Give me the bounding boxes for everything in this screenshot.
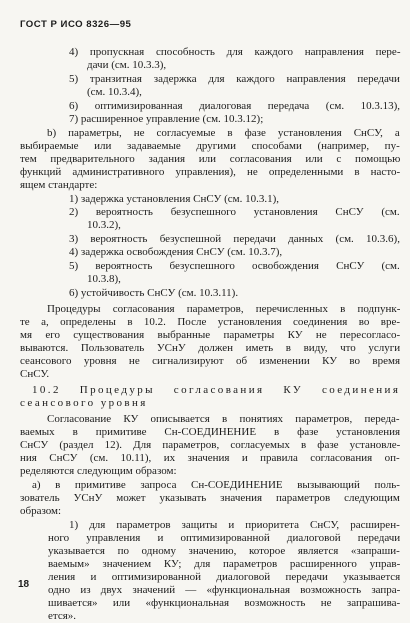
text-line: образом: (20, 505, 62, 517)
text-line: 4) пропускная способность для каждого направления пере- (69, 46, 401, 58)
text-line: ется». (48, 610, 77, 622)
text-line: 4) задержка освобождения СнСУ (см. 10.3.7), (69, 246, 283, 258)
text-line: 3) вероятность безуспешной передачи данных (см. 10.3.6), (69, 233, 400, 245)
page-number: 18 (18, 579, 30, 590)
text-line: Согласование КУ описывается в понятиях параметров, переда- (47, 413, 400, 425)
text-line: 1) для параметров защиты и приоритета СнСУ, расширен- (69, 519, 400, 531)
text-line: мя его существования выбранные параметры КУ не пересогласо- (20, 329, 401, 341)
text-line: сеансового уровня не сигнализируют об изменении КУ во время (20, 355, 401, 367)
text-line: (см. 10.3.4), (87, 86, 142, 98)
text-line: вываются. Пользователь УСнУ должен иметь в виду, что услуги (20, 342, 401, 354)
text-line: 7) расширенное управление (см. 10.3.12); (69, 113, 264, 125)
text-line: b) параметры, не согласуемые в фазе установления СнСУ, а (47, 127, 400, 139)
text-line: указывается по одному значению, которое является «запраши- (48, 545, 400, 557)
text-line: Процедуры согласования параметров, перечисленных в подпунк- (47, 303, 401, 315)
text-line: функций административного управления), не определенными в насто- (20, 166, 401, 178)
text-line: шивается» или «функциональная возможность не запрашива- (48, 597, 401, 609)
text-line: 6) устойчивость СнСУ (см. 10.3.11). (69, 287, 239, 299)
text-line: ления и оптимизированной диалоговой передачи указывается (48, 571, 401, 583)
text-line: те а, определены в 10.2. После установления соединения во вре- (20, 316, 401, 328)
text-line: тем предварительного задания или согласования или с помощью (20, 153, 401, 165)
text-line: ния СнСУ (см. 10.11), их значения и правила согласования оп- (20, 452, 400, 464)
text-line: а) в примитиве запроса Сн-СОЕДИНЕНИЕ вызывающий поль- (32, 479, 400, 491)
text-line: одно из двух значений — «функциональная возможность запра- (48, 584, 401, 596)
text-line: СнСУ (раздел 12). Для параметров, согласуемых в фазе установле- (20, 439, 401, 451)
text-line: ваемым» значением КУ; для параметров расширенного управ- (48, 558, 401, 570)
section-heading-line: 10.2 Процедуры согласования КУ соединения (32, 384, 401, 396)
text-line: дачи (см. 10.3.3), (87, 59, 167, 71)
text-line: выбираемые или задаваемые другими способами (например, пу- (20, 140, 400, 152)
text-line: 2) вероятность безуспешного установления СнСУ (см. (69, 206, 400, 218)
text-line: ного управления и оптимизированной диалоговой передачи (48, 532, 401, 544)
text-line: 10.3.2), (87, 219, 121, 231)
text-line: 6) оптимизированная диалоговая передача (см. 10.3.13), (69, 100, 401, 112)
text-line: ваемых в примитиве Сн-СОЕДИНЕНИЕ в фазе установления (20, 426, 401, 438)
text-line: ящем стандарте: (20, 179, 98, 191)
text-line: ределяются следующим образом: (20, 465, 177, 477)
section-heading-line: сеансового уровня (20, 397, 148, 409)
text-line: зователь УСнУ может указывать значения параметров следующим (20, 492, 400, 504)
text-line: 5) вероятность безуспешного освобождения СнСУ (см. (69, 260, 400, 272)
page-header: ГОСТ Р ИСО 8326—95 (20, 19, 132, 30)
text-line: 10.3.8), (87, 273, 121, 285)
text-line: 5) транзитная задержка для каждого направления передачи (69, 73, 400, 85)
text-line: 1) задержка установления СнСУ (см. 10.3.1), (69, 193, 279, 205)
text-line: СнСУ. (20, 368, 50, 380)
